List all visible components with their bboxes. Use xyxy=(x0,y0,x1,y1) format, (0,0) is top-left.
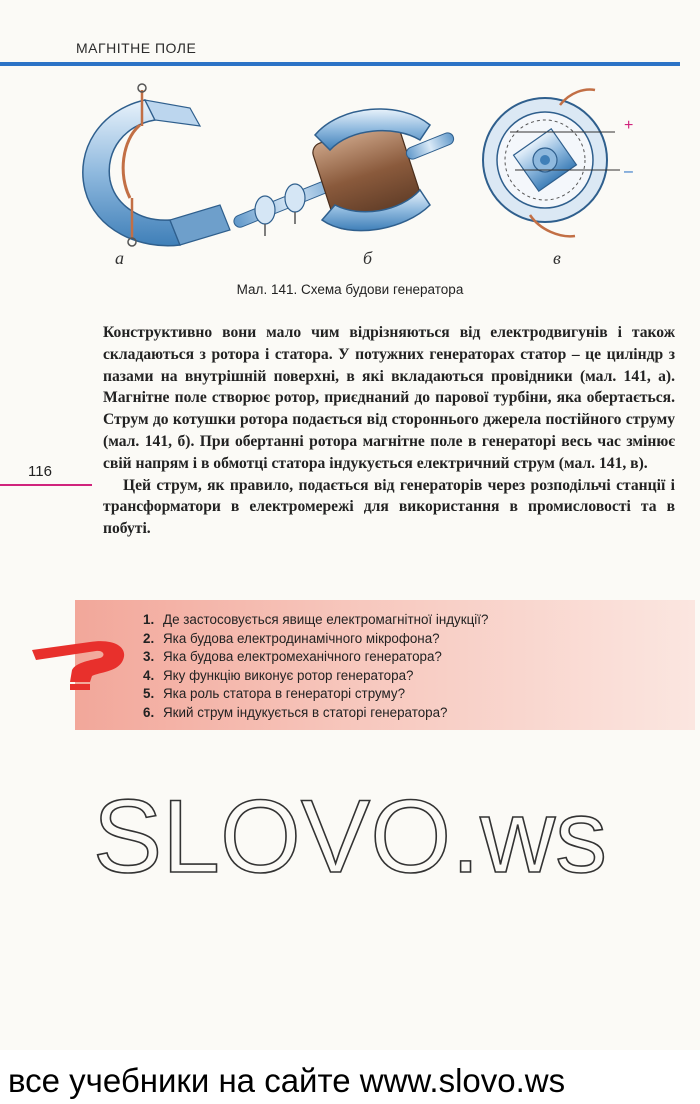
question-item: 4. Яку функцію виконує ротор генератора? xyxy=(143,667,414,683)
figure-label-a: а xyxy=(115,248,124,268)
question-item: 1. Де застосовується явище електромагнітної індукції? xyxy=(143,612,489,627)
page-number-marker xyxy=(0,484,92,486)
generator-diagram xyxy=(60,80,660,280)
figure-label-b: б xyxy=(363,248,373,268)
plus-sign: + xyxy=(624,117,634,134)
generator-figure xyxy=(60,80,660,280)
question-item: 6. Який струм індукується в статорі генератора? xyxy=(143,704,448,720)
footer-text: все учебники на сайте www.slovo.ws xyxy=(8,1062,566,1099)
question-item: 3. Яка будова електромеханічного генератора? xyxy=(143,649,442,665)
questions-list xyxy=(143,611,488,723)
figure-label-c: в xyxy=(553,248,561,268)
minus-sign: – xyxy=(624,163,633,180)
watermark xyxy=(70,790,630,890)
question-mark-icon xyxy=(30,630,130,690)
generator-end-view xyxy=(483,90,633,237)
stator-shell xyxy=(83,84,230,246)
paragraph-2: Цей струм, як правило, подається від генераторів через розподільчі станції і трансформатори в електромережі для використання в промисловості та в побуті. xyxy=(103,476,675,538)
paragraph-1: Конструктивно вони мало чим відрізняються від електродвигунів і також складаються з ротора і статора. У потужних генераторах статор – це циліндр з пазами на внутрішній поверхні, в які вкладаються провідники (мал. 141, а). Магнітне поле створює ротор, приєднаний до парової турбіни, яка обертається. Струм до котушки ротора подається від стороннього джерела постійного струму (мал. 141, б). При обертанні ротора магнітне поле в генераторі весь час змінює свій напрям і в обмотці статора індукується електричний струм (мал. 141, в). xyxy=(103,324,675,472)
svg-text:SLOVO.ws: SLOVO.ws xyxy=(92,790,608,890)
figure-caption: Мал. 141. Схема будови генератора xyxy=(236,282,464,297)
rotor xyxy=(232,109,455,236)
body-text xyxy=(103,322,675,540)
question-item: 2. Яка будова електродинамічного мікрофона? xyxy=(143,630,440,646)
page-number: 116 xyxy=(28,463,52,480)
question-item: 5. Яка роль статора в генераторі струму? xyxy=(143,686,406,702)
header-divider xyxy=(0,62,680,66)
section-header: МАГНІТНЕ ПОЛЕ xyxy=(76,40,197,56)
